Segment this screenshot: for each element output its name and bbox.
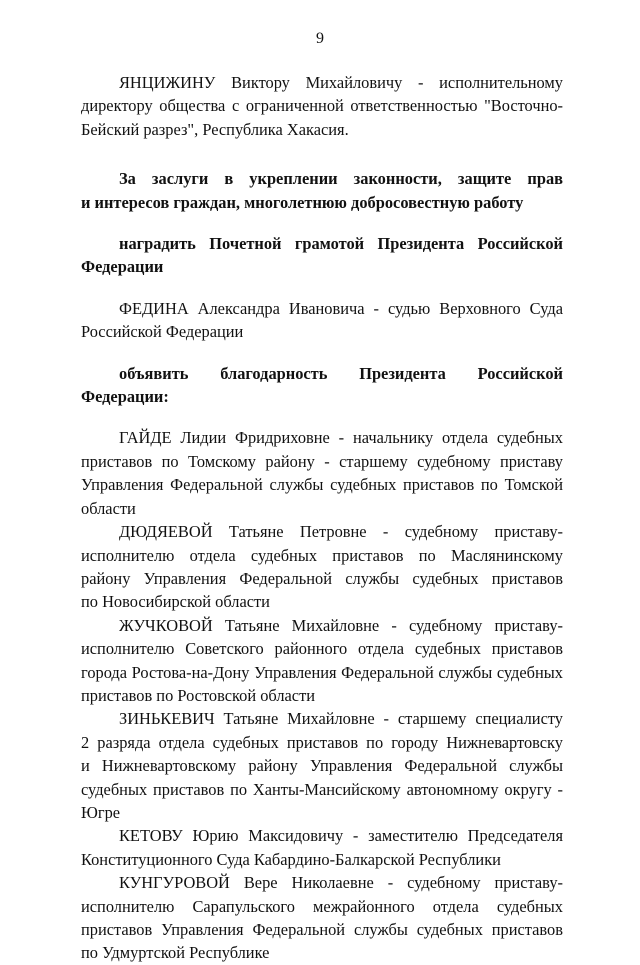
gratitude-entry-kungurova <box>81 871 563 965</box>
text-line: Российской Федерации <box>81 322 244 342</box>
text-line: ДЮДЯЕВОЙ Татьяне Петровне - судебному приставу- <box>119 522 563 542</box>
text-line: ЗИНЬКЕВИЧ Татьяне Михайловне - старшему специалисту <box>119 709 563 729</box>
text-line: Югре <box>81 802 121 822</box>
text-line: КЕТОВУ Юрию Максидовичу - заместителю Председателя <box>119 826 563 846</box>
text-line: району Управления Федеральной службы судебных приставов <box>81 568 563 588</box>
text-line: ФЕДИНА Александра Ивановича - судью Верховного Суда <box>119 298 563 318</box>
award-entry-fedin <box>81 297 563 344</box>
gratitude-entry-zinkevich <box>81 707 563 824</box>
document-body <box>81 71 563 965</box>
text-line: судебных приставов по Ханты-Мансийскому автономному округу - <box>81 779 563 799</box>
text-line: приставов Управления Федеральной службы судебных приставов <box>81 920 563 939</box>
text-line: объявить благодарность Президента Российской Федерации: <box>81 363 563 407</box>
award-type-heading <box>81 232 563 279</box>
text-line: по Новосибирской области <box>81 592 270 612</box>
page-number: 9 <box>316 30 324 47</box>
text-line: исполнителю Сарапульского межрайонного отдела судебных <box>81 896 563 916</box>
text-line: 2 разряда отдела судебных приставов по городу Нижневартовску <box>81 732 563 752</box>
text-line: и интересов граждан, многолетнюю добросовестную работу <box>81 192 524 212</box>
text-line: Конституционного Суда Кабардино-Балкарской Республики <box>81 849 501 869</box>
text-line: исполнителю отдела судебных приставов по Маслянинскому <box>81 545 563 565</box>
gratitude-entry-zhuchkova <box>81 614 563 708</box>
text-line: по Удмуртской Республике <box>81 943 270 963</box>
text-line: наградить Почетной грамотой Президента Российской <box>119 234 563 254</box>
text-line: города Ростова-на-Дону Управления Федеральной службы судебных <box>81 662 563 682</box>
gratitude-entry-gayde <box>81 426 563 520</box>
gratitude-entry-ketov <box>81 824 563 871</box>
text-line: Управления Федеральной службы судебных приставов по Томской <box>81 475 563 495</box>
gratitude-heading <box>81 362 563 409</box>
text-line: Бейский разрез", Республика Хакасия. <box>81 119 349 139</box>
text-line: директору общества с ограниченной ответственностью "Восточно- <box>81 96 563 116</box>
text-line: КУНГУРОВОЙ Вере Николаевне - судебному приставу- <box>119 873 563 893</box>
text-line: Федерации <box>81 257 164 277</box>
gratitude-entry-dyudyaeva <box>81 520 563 614</box>
text-line: исполнителю Советского районного отдела судебных приставов <box>81 639 563 659</box>
text-line: приставов по Ростовской области <box>81 685 316 705</box>
text-line: ГАЙДЕ Лидии Фридриховне - начальнику отдела судебных <box>119 428 563 448</box>
text-line: и Нижневартовскому району Управления Федеральной службы <box>81 756 563 776</box>
text-line: ЖУЧКОВОЙ Татьяне Михайловне - судебному приставу- <box>119 615 563 635</box>
text-line: ЯНЦИЖИНУ Виктору Михайловичу - исполнительному <box>119 73 563 92</box>
text-line: области <box>81 498 136 518</box>
award-entry-yantsizhin <box>81 71 563 141</box>
award-reason-heading <box>81 167 563 214</box>
text-line: приставов по Томскому району - старшему судебному приставу <box>81 451 563 471</box>
text-line: За заслуги в укреплении законности, защите прав <box>119 169 563 189</box>
